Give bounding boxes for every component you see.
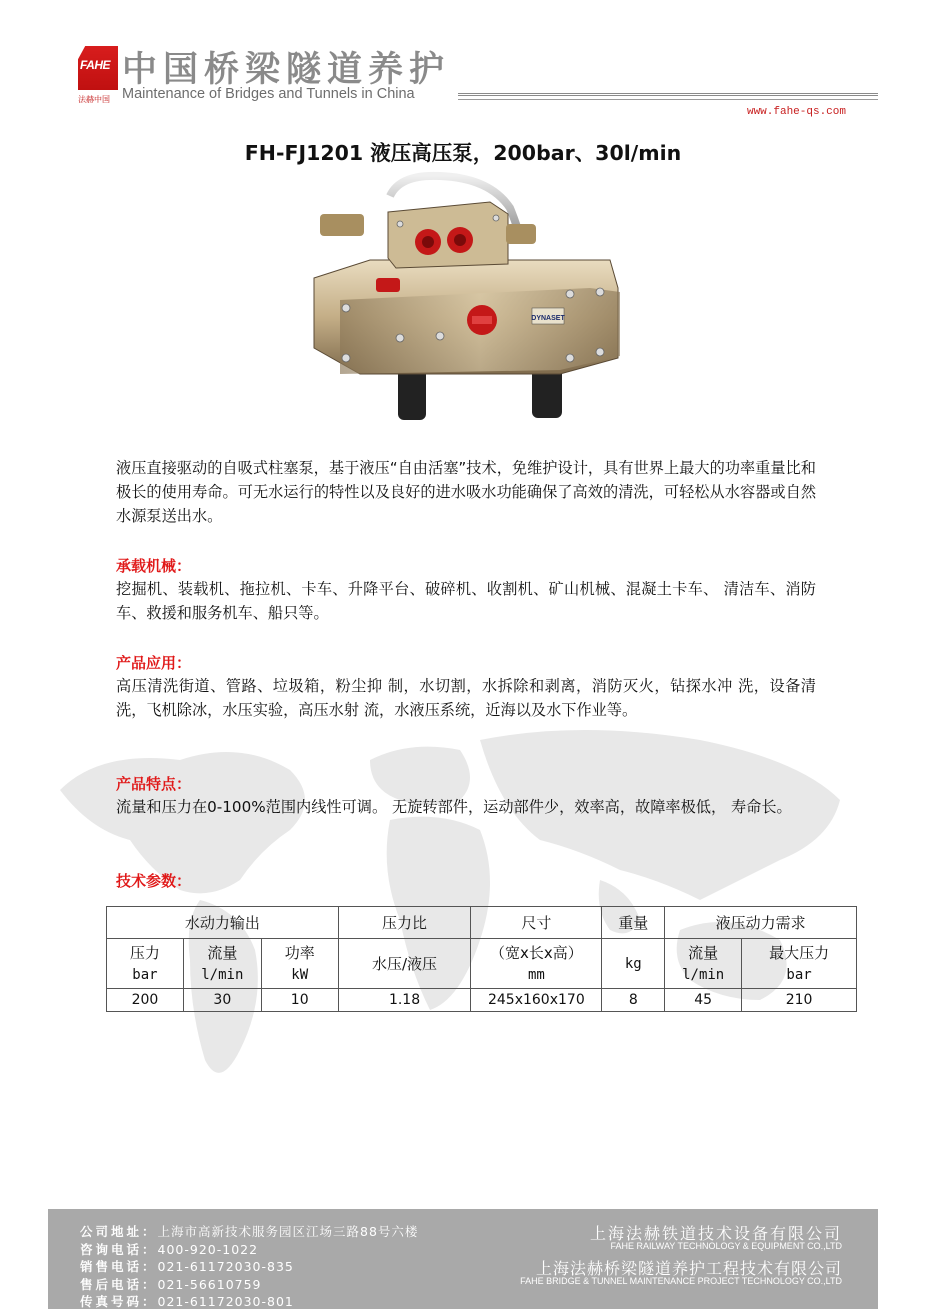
header-weight: 重量: [602, 907, 665, 939]
section-title-machinery: 承载机械：: [116, 557, 192, 575]
subheader-flow-unit: l/min: [201, 966, 244, 983]
contact-info: [80, 1223, 418, 1311]
cell-pressure: 200: [107, 989, 184, 1012]
sales-line: [80, 1258, 418, 1276]
subheader-ratio: 水压/液压: [338, 939, 471, 989]
fax-label: 传真号码：: [80, 1294, 158, 1309]
sales-label: 销售电话：: [80, 1259, 158, 1274]
subheader-hyd-flow: [665, 939, 742, 989]
header-water-output: 水动力输出: [107, 907, 339, 939]
cell-size: 245x160x170: [471, 989, 602, 1012]
company1-name-cn: 上海法赫铁道技术设备有限公司: [589, 1224, 842, 1243]
subheader-hyd-flow-unit: l/min: [682, 966, 725, 983]
cell-hyd-pressure: 210: [742, 989, 857, 1012]
subheader-hyd-pressure: [742, 939, 857, 989]
intro-paragraph: 液压直接驱动的自吸式柱塞泵，基于液压“自由活塞”技术，免维护设计，具有世界上最大的功率重量比和极长的使用寿命。可无水运行的特性以及良好的进水吸水功能确保了高效的清洗，可轻松从水容器或自然水源泵送出水。: [116, 459, 816, 525]
header-divider-thin: [458, 99, 878, 100]
section-title-features: 产品特点：: [116, 775, 192, 793]
subheader-pressure: [107, 939, 184, 989]
consult-phone: 400-920-1022: [157, 1241, 259, 1257]
cell-weight: 8: [602, 989, 665, 1012]
subheader-pressure-label: 压力: [129, 943, 160, 962]
logo-subtext: 法赫中国: [78, 95, 110, 104]
sales-phone: 021-61172030-835: [157, 1259, 294, 1274]
consult-label: 咨询电话：: [80, 1241, 158, 1257]
after-sales-label: 售后电话：: [80, 1276, 158, 1292]
section-body-applications: 高压清洗街道、管路、垃圾箱，粉尘抑 制，水切割，水拆除和剥离，消防灭火，钻探水冲 洗，设备清洗，飞机除冰，水压实验，高压水射 流，水液压系统，近海以及水下作业等。: [116, 677, 816, 719]
company-logo: [78, 44, 118, 106]
cell-ratio: 1.18: [338, 989, 471, 1012]
company1-name-en: FAHE RAILWAY TECHNOLOGY & EQUIPMENT CO.,LTD: [610, 1241, 842, 1251]
consult-line: [80, 1241, 418, 1259]
subheader-power: [261, 939, 338, 989]
brand-label: DYNASET: [531, 315, 565, 322]
cell-hyd-flow: 45: [665, 989, 742, 1012]
subheader-size-label: （宽x长x高）: [489, 943, 583, 962]
cell-flow: 30: [183, 989, 261, 1012]
after-sales-phone: 021-56610759: [157, 1276, 262, 1292]
brand-name-en: Maintenance of Bridges and Tunnels in China: [122, 86, 415, 102]
brand-name-cn: 中国桥梁隧道养护: [122, 50, 451, 90]
product-title: FH-FJ1201 液压高压泵，200bar、30l/min: [244, 141, 682, 165]
fax-line: [80, 1293, 418, 1311]
website-link[interactable]: www.fahe-qs.com: [746, 106, 846, 118]
section-title-applications: 产品应用：: [116, 654, 192, 672]
company2-name-cn: 上海法赫桥梁隧道养护工程技术有限公司: [535, 1259, 842, 1278]
pump-product-image: [300, 168, 630, 430]
page-footer: [48, 1209, 878, 1309]
section-title-specs: 技术参数：: [116, 872, 192, 890]
subheader-pressure-unit: bar: [132, 966, 158, 983]
subheader-hyd-pressure-unit: bar: [786, 966, 812, 983]
header-hydraulic-requirement: 液压动力需求: [665, 907, 857, 939]
subheader-flow: [183, 939, 261, 989]
section-body-machinery: 挖掘机、装载机、拖拉机、卡车、升降平台、破碎机、收割机、矿山机械、混凝土卡车、 清洁车、消防车、救援和服务机车、船只等。: [116, 580, 816, 622]
subheader-hyd-pressure-label: 最大压力: [769, 943, 830, 962]
cell-power: 10: [261, 989, 338, 1012]
subheader-weight-unit: kg: [602, 939, 665, 989]
subheader-size: [471, 939, 602, 989]
address-value: 上海市高新技术服务园区江场三路88号六楼: [157, 1224, 419, 1239]
fax-number: 021-61172030-801: [157, 1294, 294, 1309]
header-size: 尺寸: [471, 907, 602, 939]
subheader-power-label: 功率: [284, 943, 315, 962]
address-line: [80, 1223, 418, 1241]
subheader-size-unit: mm: [527, 966, 545, 983]
subheader-power-unit: kW: [291, 966, 309, 983]
table-row: [107, 989, 857, 1012]
logo-text: FAHE: [80, 58, 111, 72]
subheader-hyd-flow-label: 流量: [688, 943, 719, 962]
spec-table: [106, 906, 857, 1012]
address-label: 公司地址：: [80, 1224, 158, 1239]
header-divider: [458, 93, 878, 96]
company2-name-en: FAHE BRIDGE & TUNNEL MAINTENANCE PROJECT TECHNOLOGY CO.,LTD: [520, 1276, 842, 1286]
header-pressure-ratio: 压力比: [338, 907, 471, 939]
after-sales-line: [80, 1276, 418, 1294]
subheader-flow-label: 流量: [207, 943, 238, 962]
section-body-features: 流量和压力在0-100%范围内线性可调。 无旋转部件，运动部件少，效率高，故障率极低， 寿命长。: [116, 798, 792, 816]
